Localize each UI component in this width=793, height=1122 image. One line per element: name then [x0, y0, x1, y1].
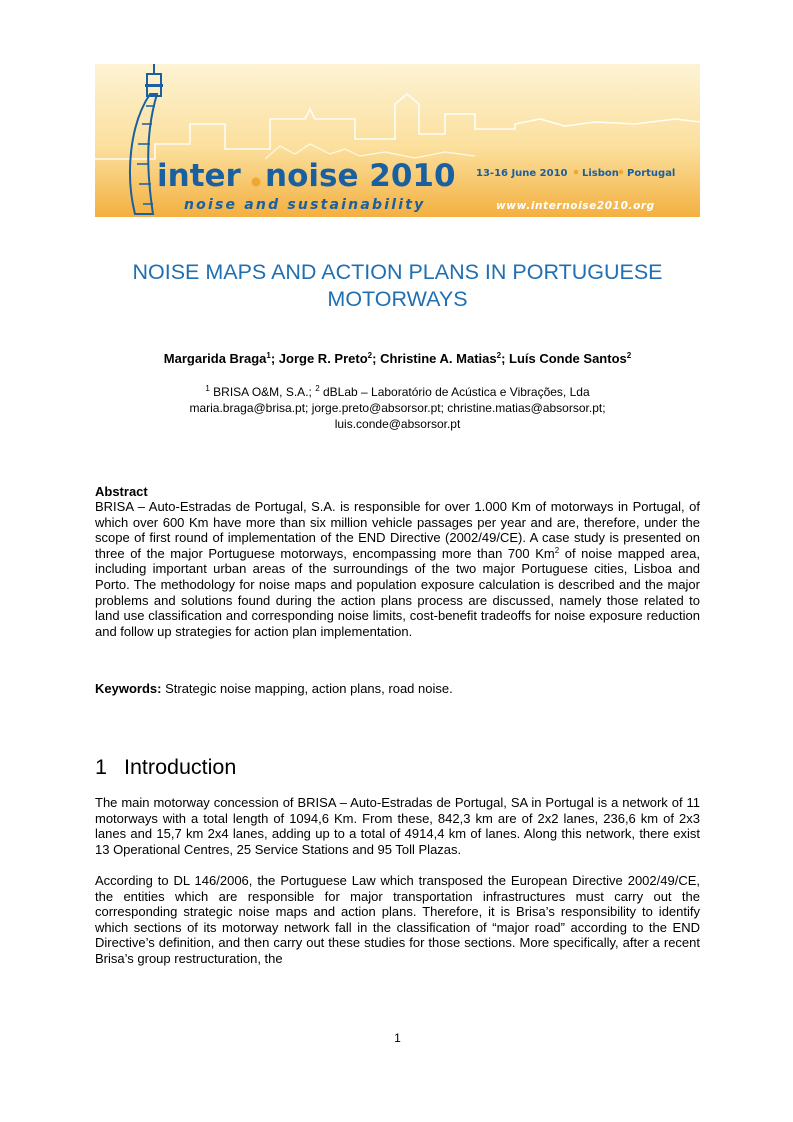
author-list	[95, 351, 700, 367]
title-line-2: MOTORWAYS	[327, 287, 468, 311]
conference-banner	[95, 64, 700, 217]
affiliation-line	[95, 384, 700, 400]
abstract-text: BRISA – Auto-Estradas de Portugal, S.A. is responsible for over 1.000 Km of motorways in Portugal, of which over 600 Km have more than six million vehicle passages per year and are, therefore, under the scope of first round of implementation of the END Directive (2002/49/CE). A case study is presented on three of the major Portuguese motorways, encompassing more than 700 Km	[95, 499, 700, 561]
event-website: www.internoise2010.org	[496, 200, 655, 212]
email-line: luis.conde@absorsor.pt	[334, 417, 461, 431]
event-country: Portugal	[627, 168, 676, 179]
event-dates: 13-16 June 2010	[476, 168, 568, 179]
author-affiliation-mark: 2	[496, 351, 502, 360]
author-name: Margarida Braga	[163, 351, 267, 366]
superscript: 2	[554, 545, 560, 555]
section-title: Introduction	[124, 755, 237, 779]
affiliation-mark: 2	[315, 384, 320, 393]
event-city: Lisbon	[582, 168, 619, 179]
author-name: Luís Conde Santos	[509, 351, 627, 366]
logo-noise-2010: noise 2010	[265, 158, 456, 194]
author-affiliation-mark: 2	[367, 351, 373, 360]
author-separator: ;	[372, 351, 381, 366]
title-line-1: NOISE MAPS AND ACTION PLANS IN PORTUGUESE	[132, 260, 663, 284]
author-name: Jorge R. Preto	[278, 351, 368, 366]
email-line: maria.braga@brisa.pt; jorge.preto@absorsor.pt; christine.matias@absorsor.pt;	[189, 401, 606, 415]
author-name: Christine A. Matias	[380, 351, 497, 366]
section-heading	[95, 755, 236, 779]
affiliation-mark: 1	[205, 384, 210, 393]
keywords	[95, 681, 700, 697]
author-affiliation-mark: 2	[626, 351, 632, 360]
intro-paragraph-2: According to DL 146/2006, the Portuguese Law which transposed the European Directive 2002/49/CE, the entities which are responsible for major transportation infrastructures must carry out the corresponding strategic noise maps and action plans. Therefore, it is Brisa’s responsibility to identify which sections of its motorway network fall in the classification of “major road” according to the END Directive’s definition, and then carry out these studies for those sections. More specifically, after a recent Brisa’s group restructuration, the	[95, 873, 700, 966]
tagline: noise and sustainability	[184, 197, 426, 213]
keywords-text: Strategic noise mapping, action plans, road noise.	[161, 681, 453, 696]
logo-dot	[252, 178, 261, 187]
abstract-text: of noise mapped area, including important urban areas of the surroundings of the two major Portuguese cities, Lisboa and Porto. The methodology for noise maps and population exposure calculation is described and the major problems and solutions found during the action plans process are discussed, namely those related to land use classification and corresponding noise limits, cost-benefit tradeoffs for noise exposure reduction and follow up strategies for action plan implementation.	[95, 545, 700, 639]
affiliation-org: BRISA O&M, S.A.;	[209, 385, 316, 399]
affiliation-org: dBLab – Laboratório de Acústica e Vibrações, Lda	[319, 385, 590, 399]
intro-paragraph-1: The main motorway concession of BRISA – Auto-Estradas de Portugal, SA in Portugal is a network of 11 motorways with a total length of 1094,6 Km. From these, 842,3 km are of 2x2 lanes, 236,6 km of 2x3 lanes and 15,7 km 2x4 lanes, adding up to a total of 4914,4 km of lanes. Along this network, there exist 13 Operational Centres, 25 Service Stations and 95 Toll Plazas.	[95, 795, 700, 857]
banner-graphic	[95, 64, 700, 217]
author-affiliation-mark: 1	[266, 351, 271, 360]
abstract-body	[95, 499, 700, 639]
author-separator: ;	[501, 351, 510, 366]
section-number: 1	[95, 755, 107, 779]
keywords-label: Keywords:	[95, 681, 162, 696]
page-number: 1	[394, 1031, 401, 1045]
logo-inter: inter	[157, 158, 241, 194]
abstract-heading: Abstract	[95, 484, 148, 499]
author-separator: ;	[270, 351, 279, 366]
affiliations	[95, 384, 700, 432]
paper-title	[95, 259, 700, 313]
